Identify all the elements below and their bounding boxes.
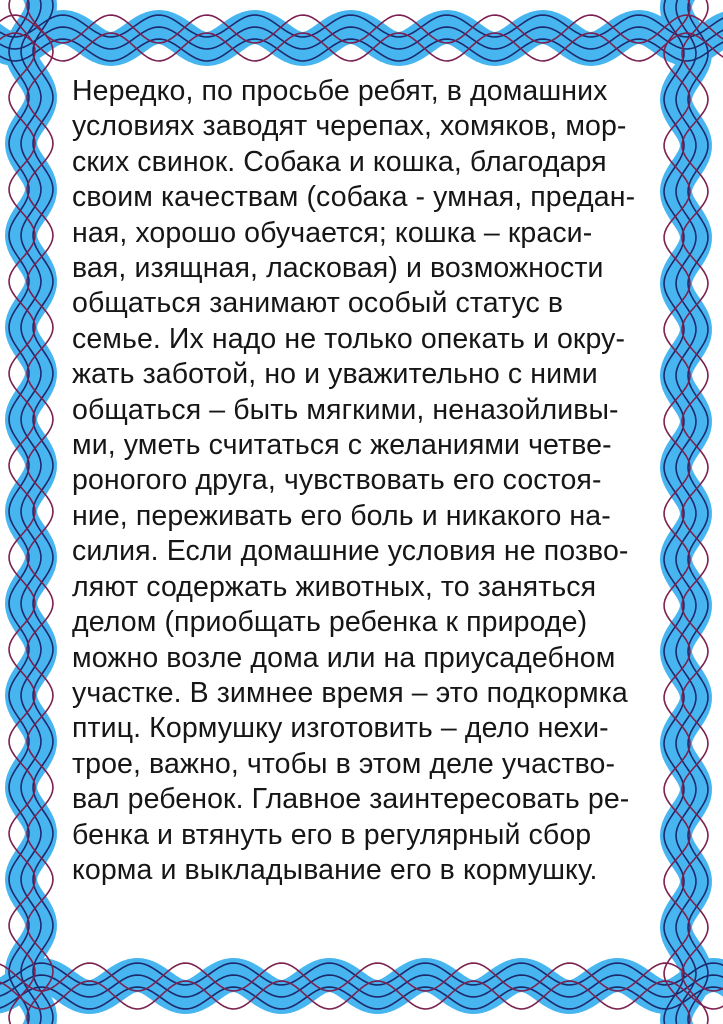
text-line: делом (приобщать ребенка к природе) bbox=[72, 606, 588, 639]
text-line: ние, переживать его боль и никакого на- bbox=[72, 499, 611, 532]
text-line: бенка и втянуть его в регулярный сбор bbox=[72, 818, 592, 851]
text-line: ная, хорошо обучается; кошка – краси- bbox=[72, 216, 593, 249]
text-line: участке. В зимнее время – это подкормка bbox=[72, 676, 628, 709]
text-line: силия. Если домашние условия не позво- bbox=[72, 535, 629, 568]
text-line: своим качествам (собака - умная, предан- bbox=[72, 181, 636, 214]
text-line: общаться – быть мягкими, неназойливы- bbox=[72, 393, 619, 426]
text-line: можно возле дома или на приусадебном bbox=[72, 641, 616, 674]
text-line: роногого друга, чувствовать его состоя- bbox=[72, 464, 602, 497]
text-line: общаться занимают особый статус в bbox=[72, 287, 564, 320]
text-line: ляют содержать животных, то заняться bbox=[72, 570, 597, 603]
text-line: вая, изящная, ласковая) и возможности bbox=[72, 252, 604, 285]
text-line: вал ребенок. Главное заинтересовать ре- bbox=[72, 783, 630, 816]
text-line: птиц. Кормушку изготовить – дело нехи- bbox=[72, 712, 609, 745]
text-line: корма и выкладывание его в кормушку. bbox=[72, 853, 598, 886]
text-line: ми, уметь считаться с желаниями четве- bbox=[72, 429, 612, 462]
paragraph bbox=[72, 74, 658, 888]
text-line: семье. Их надо не только опекать и окру- bbox=[72, 322, 626, 355]
text-line: жать заботой, но и уважительно с ними bbox=[72, 358, 598, 391]
text-line: условиях заводят черепах, хомяков, мор- bbox=[72, 110, 627, 143]
text-line: ских свинок. Собака и кошка, благодаря bbox=[72, 145, 607, 178]
text-line: Нередко, по просьбе ребят, в домашних bbox=[72, 75, 608, 107]
text-line: трое, важно, чтобы в этом деле участво- bbox=[72, 747, 616, 780]
